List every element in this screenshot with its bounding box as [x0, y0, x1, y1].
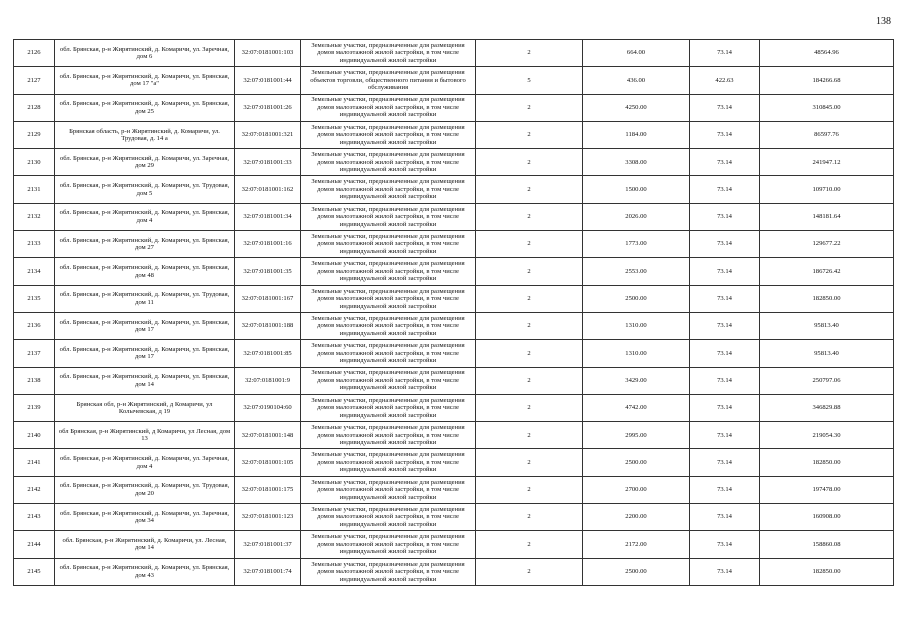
cadastral-number-cell: 32:07:0181001:16 — [235, 231, 301, 258]
cadastral-number-cell: 32:07:0181001:35 — [235, 258, 301, 285]
row-number-cell: 2131 — [14, 176, 55, 203]
rate-cell: 73.14 — [690, 504, 760, 531]
cadastral-value-cell: 182850.00 — [760, 449, 894, 476]
group-cell: 2 — [476, 285, 583, 312]
rate-cell: 73.14 — [690, 476, 760, 503]
table-row — [14, 231, 894, 258]
group-cell: 2 — [476, 504, 583, 531]
rate-cell: 73.14 — [690, 285, 760, 312]
row-number-cell: 2132 — [14, 203, 55, 230]
row-number-cell: 2136 — [14, 312, 55, 339]
cadastral-number-cell: 32:07:0181001:148 — [235, 422, 301, 449]
rate-cell: 73.14 — [690, 340, 760, 367]
area-cell: 1773.00 — [583, 231, 690, 258]
rate-cell: 73.14 — [690, 394, 760, 421]
land-use-cell: Земельные участки, предназначенные для размещения домов малоэтажной жилой застройки, в том числе индивидуальной жилой застройки — [301, 422, 476, 449]
address-cell: обл. Брянская, р-н Жирятинский, д. Комаричи, ул. Трудовая, дом 20 — [55, 476, 235, 503]
land-use-cell: Земельные участки, предназначенные для размещения домов малоэтажной жилой застройки, в том числе индивидуальной жилой застройки — [301, 40, 476, 67]
cadastral-number-cell: 32:07:0181001:321 — [235, 121, 301, 148]
table-row — [14, 422, 894, 449]
address-cell: обл Брянская, р-н Жирятинский, д Комаричи, ул Лесная, дом 13 — [55, 422, 235, 449]
group-cell: 2 — [476, 531, 583, 558]
rate-cell: 73.14 — [690, 94, 760, 121]
row-number-cell: 2126 — [14, 40, 55, 67]
land-use-cell: Земельные участки, предназначенные для размещения домов малоэтажной жилой застройки, в том числе индивидуальной жилой застройки — [301, 394, 476, 421]
group-cell: 2 — [476, 203, 583, 230]
table-row — [14, 203, 894, 230]
rate-cell: 73.14 — [690, 312, 760, 339]
land-use-cell: Земельные участки, предназначенные для размещения домов малоэтажной жилой застройки, в том числе индивидуальной жилой застройки — [301, 449, 476, 476]
area-cell: 3308.00 — [583, 149, 690, 176]
area-cell: 2553.00 — [583, 258, 690, 285]
group-cell: 2 — [476, 40, 583, 67]
address-cell: обл. Брянская, р-н Жирятинский, д. Комаричи, ул. Брянская, дом 27 — [55, 231, 235, 258]
rate-cell: 73.14 — [690, 203, 760, 230]
rate-cell: 73.14 — [690, 422, 760, 449]
area-cell: 1310.00 — [583, 340, 690, 367]
address-cell: Брянская область, р-н Жирятинский, д. Комаричи, ул. Трудовая, д. 14 а — [55, 121, 235, 148]
address-cell: обл. Брянская, р-н Жирятинский, д. Комаричи, ул. Трудовая, дом 11 — [55, 285, 235, 312]
row-number-cell: 2130 — [14, 149, 55, 176]
address-cell: обл. Брянская, р-н Жирятинский, д. Комаричи, ул. Брянская, дом 4 — [55, 203, 235, 230]
cadastral-value-cell: 148181.64 — [760, 203, 894, 230]
rate-cell: 73.14 — [690, 121, 760, 148]
area-cell: 3429.00 — [583, 367, 690, 394]
page-number: 138 — [876, 16, 891, 27]
address-cell: Брянская обл, р-н Жирятинский, д Комаричи, ул Колычевская, д 19 — [55, 394, 235, 421]
area-cell: 2500.00 — [583, 449, 690, 476]
rate-cell: 73.14 — [690, 176, 760, 203]
cadastral-value-cell: 184266.68 — [760, 67, 894, 94]
address-cell: обл. Брянская, р-н Жирятинский, д. Комаричи, ул. Брянская, дом 17 — [55, 340, 235, 367]
land-use-cell: Земельные участки, предназначенные для размещения домов малоэтажной жилой застройки, в том числе индивидуальной жилой застройки — [301, 504, 476, 531]
group-cell: 2 — [476, 231, 583, 258]
row-number-cell: 2141 — [14, 449, 55, 476]
table-row — [14, 40, 894, 67]
cadastral-number-cell: 32:07:0181001:85 — [235, 340, 301, 367]
land-use-cell: Земельные участки, предназначенные для размещения домов малоэтажной жилой застройки, в том числе индивидуальной жилой застройки — [301, 531, 476, 558]
area-cell: 2500.00 — [583, 558, 690, 585]
row-number-cell: 2133 — [14, 231, 55, 258]
group-cell: 2 — [476, 176, 583, 203]
table-row — [14, 367, 894, 394]
cadastral-value-cell: 95813.40 — [760, 340, 894, 367]
table-row — [14, 531, 894, 558]
area-cell: 664.00 — [583, 40, 690, 67]
cadastral-value-cell: 346829.88 — [760, 394, 894, 421]
table-body — [14, 40, 894, 586]
land-use-cell: Земельные участки, предназначенные для размещения домов малоэтажной жилой застройки, в том числе индивидуальной жилой застройки — [301, 367, 476, 394]
cadastral-number-cell: 32:07:0181001:33 — [235, 149, 301, 176]
row-number-cell: 2144 — [14, 531, 55, 558]
address-cell: обл. Брянская, р-н Жирятинский, д. Комаричи, ул. Брянская, дом 43 — [55, 558, 235, 585]
address-cell: обл. Брянская, р-н Жирятинский, д. Комаричи, ул. Трудовая, дом 5 — [55, 176, 235, 203]
group-cell: 2 — [476, 149, 583, 176]
cadastral-number-cell: 32:07:0181001:103 — [235, 40, 301, 67]
rate-cell: 73.14 — [690, 449, 760, 476]
cadastral-number-cell: 32:07:0181001:167 — [235, 285, 301, 312]
land-use-cell: Земельные участки, предназначенные для размещения домов малоэтажной жилой застройки, в том числе индивидуальной жилой застройки — [301, 203, 476, 230]
land-use-cell: Земельные участки, предназначенные для размещения домов малоэтажной жилой застройки, в том числе индивидуальной жилой застройки — [301, 476, 476, 503]
area-cell: 436.00 — [583, 67, 690, 94]
cadastral-number-cell: 32:07:0181001:175 — [235, 476, 301, 503]
land-registry-table — [13, 39, 894, 586]
table-row — [14, 394, 894, 421]
rate-cell: 73.14 — [690, 367, 760, 394]
cadastral-value-cell: 182850.00 — [760, 558, 894, 585]
group-cell: 2 — [476, 121, 583, 148]
area-cell: 2200.00 — [583, 504, 690, 531]
cadastral-number-cell: 32:07:0190104:60 — [235, 394, 301, 421]
row-number-cell: 2127 — [14, 67, 55, 94]
cadastral-value-cell: 129677.22 — [760, 231, 894, 258]
cadastral-value-cell: 250797.06 — [760, 367, 894, 394]
land-use-cell: Земельные участки, предназначенные для размещения домов малоэтажной жилой застройки, в том числе индивидуальной жилой застройки — [301, 312, 476, 339]
table-row — [14, 121, 894, 148]
table-row — [14, 340, 894, 367]
group-cell: 2 — [476, 312, 583, 339]
table-row — [14, 312, 894, 339]
land-use-cell: Земельные участки, предназначенные для размещения домов малоэтажной жилой застройки, в том числе индивидуальной жилой застройки — [301, 258, 476, 285]
cadastral-value-cell: 310845.00 — [760, 94, 894, 121]
area-cell: 1310.00 — [583, 312, 690, 339]
rate-cell: 73.14 — [690, 40, 760, 67]
cadastral-number-cell: 32:07:0181001:26 — [235, 94, 301, 121]
cadastral-number-cell: 32:07:0181001:34 — [235, 203, 301, 230]
land-use-cell: Земельные участки, предназначенные для размещения домов малоэтажной жилой застройки, в том числе индивидуальной жилой застройки — [301, 340, 476, 367]
row-number-cell: 2137 — [14, 340, 55, 367]
land-use-cell: Земельные участки, предназначенные для размещения домов малоэтажной жилой застройки, в том числе индивидуальной жилой застройки — [301, 149, 476, 176]
land-use-cell: Земельные участки, предназначенные для размещения домов малоэтажной жилой застройки, в том числе индивидуальной жилой застройки — [301, 285, 476, 312]
cadastral-number-cell: 32:07:0181001:9 — [235, 367, 301, 394]
row-number-cell: 2134 — [14, 258, 55, 285]
group-cell: 2 — [476, 558, 583, 585]
area-cell: 2995.00 — [583, 422, 690, 449]
row-number-cell: 2145 — [14, 558, 55, 585]
cadastral-number-cell: 32:07:0181001:74 — [235, 558, 301, 585]
address-cell: обл. Брянская, р-н Жирятинский, д. Комаричи, ул. Заречная, дом 29 — [55, 149, 235, 176]
group-cell: 2 — [476, 422, 583, 449]
row-number-cell: 2140 — [14, 422, 55, 449]
cadastral-value-cell: 48564.96 — [760, 40, 894, 67]
rate-cell: 73.14 — [690, 231, 760, 258]
area-cell: 1184.00 — [583, 121, 690, 148]
table-row — [14, 176, 894, 203]
address-cell: обл. Брянская, р-н Жирятинский, д. Комаричи, ул. Брянская, дом 17 "а" — [55, 67, 235, 94]
rate-cell: 73.14 — [690, 258, 760, 285]
land-use-cell: Земельные участки, предназначенные для размещения домов малоэтажной жилой застройки, в том числе индивидуальной жилой застройки — [301, 558, 476, 585]
land-use-cell: Земельные участки, предназначенные для размещения домов малоэтажной жилой застройки, в том числе индивидуальной жилой застройки — [301, 231, 476, 258]
group-cell: 2 — [476, 258, 583, 285]
group-cell: 2 — [476, 449, 583, 476]
cadastral-number-cell: 32:07:0181001:162 — [235, 176, 301, 203]
row-number-cell: 2139 — [14, 394, 55, 421]
cadastral-number-cell: 32:07:0181001:37 — [235, 531, 301, 558]
area-cell: 2500.00 — [583, 285, 690, 312]
table-row — [14, 149, 894, 176]
cadastral-number-cell: 32:07:0181001:44 — [235, 67, 301, 94]
cadastral-value-cell: 158860.08 — [760, 531, 894, 558]
group-cell: 2 — [476, 476, 583, 503]
address-cell: обл. Брянская, р-н Жирятинский, д. Комаричи, ул. Брянская, дом 17 — [55, 312, 235, 339]
address-cell: обл. Брянская, р-н Жирятинский, д. Комаричи, ул. Заречная, дом 6 — [55, 40, 235, 67]
cadastral-number-cell: 32:07:0181001:188 — [235, 312, 301, 339]
cadastral-value-cell: 241947.12 — [760, 149, 894, 176]
area-cell: 2026.00 — [583, 203, 690, 230]
area-cell: 4742.00 — [583, 394, 690, 421]
address-cell: обл. Брянская, р-н Жирятинский, д. Комаричи, ул. Заречная, дом 34 — [55, 504, 235, 531]
table-row — [14, 504, 894, 531]
address-cell: обл. Брянская, р-н Жирятинский, д. Комаричи, ул. Брянская, дом 48 — [55, 258, 235, 285]
table-row — [14, 94, 894, 121]
cadastral-value-cell: 109710.00 — [760, 176, 894, 203]
land-use-cell: Земельные участки, предназначенные для размещения домов малоэтажной жилой застройки, в том числе индивидуальной жилой застройки — [301, 176, 476, 203]
rate-cell: 73.14 — [690, 558, 760, 585]
area-cell: 2700.00 — [583, 476, 690, 503]
cadastral-value-cell: 95813.40 — [760, 312, 894, 339]
table-row — [14, 449, 894, 476]
table-row — [14, 558, 894, 585]
address-cell: обл. Брянская, р-н Жирятинский, д. Комаричи, ул. Заречная, дом 4 — [55, 449, 235, 476]
group-cell: 2 — [476, 340, 583, 367]
group-cell: 5 — [476, 67, 583, 94]
land-use-cell: Земельные участки, предназначенные для размещения домов малоэтажной жилой застройки, в том числе индивидуальной жилой застройки — [301, 94, 476, 121]
rate-cell: 73.14 — [690, 149, 760, 176]
area-cell: 2172.00 — [583, 531, 690, 558]
table-row — [14, 258, 894, 285]
land-use-cell: Земельные участки, предназначенные для размещения домов малоэтажной жилой застройки, в том числе индивидуальной жилой застройки — [301, 121, 476, 148]
area-cell: 4250.00 — [583, 94, 690, 121]
group-cell: 2 — [476, 367, 583, 394]
cadastral-value-cell: 182850.00 — [760, 285, 894, 312]
land-use-cell: Земельные участки, предназначенные для размещения объектов торговли, общественного питания и бытового обслуживания — [301, 67, 476, 94]
rate-cell: 422.63 — [690, 67, 760, 94]
cadastral-value-cell: 219054.30 — [760, 422, 894, 449]
row-number-cell: 2135 — [14, 285, 55, 312]
group-cell: 2 — [476, 94, 583, 121]
row-number-cell: 2143 — [14, 504, 55, 531]
cadastral-value-cell: 160908.00 — [760, 504, 894, 531]
address-cell: обл. Брянская, р-н Жирятинский, д. Комаричи, ул. Брянская, дом 25 — [55, 94, 235, 121]
cadastral-number-cell: 32:07:0181001:123 — [235, 504, 301, 531]
table-row — [14, 67, 894, 94]
address-cell: обл. Брянская, р-н Жирятинский, д. Комаричи, ул. Брянская, дом 14 — [55, 367, 235, 394]
row-number-cell: 2142 — [14, 476, 55, 503]
group-cell: 2 — [476, 394, 583, 421]
cadastral-number-cell: 32:07:0181001:105 — [235, 449, 301, 476]
cadastral-value-cell: 186726.42 — [760, 258, 894, 285]
cadastral-value-cell: 197478.00 — [760, 476, 894, 503]
table-row — [14, 476, 894, 503]
area-cell: 1500.00 — [583, 176, 690, 203]
table-row — [14, 285, 894, 312]
row-number-cell: 2129 — [14, 121, 55, 148]
address-cell: обл. Брянская, р-н Жирятинский, д. Комаричи, ул. Лесная, дом 14 — [55, 531, 235, 558]
cadastral-value-cell: 86597.76 — [760, 121, 894, 148]
row-number-cell: 2138 — [14, 367, 55, 394]
row-number-cell: 2128 — [14, 94, 55, 121]
rate-cell: 73.14 — [690, 531, 760, 558]
